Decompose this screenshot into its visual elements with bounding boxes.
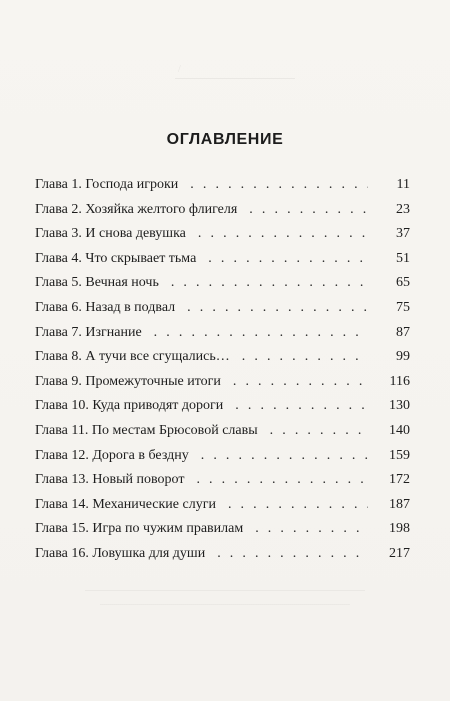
- toc-row: [35, 247, 410, 272]
- table-of-contents: [35, 173, 410, 567]
- toc-row: [35, 493, 410, 518]
- page-number: 187: [389, 496, 410, 512]
- leader-dots: [228, 493, 368, 518]
- chapter-title: Глава 15. Игра по чужим правилам: [35, 521, 244, 537]
- chapter-title: Глава 16. Ловушка для души: [35, 545, 206, 561]
- leader-dots: [249, 198, 368, 223]
- chapter-title: Глава 14. Механические слуги: [35, 496, 216, 512]
- page-number: 75: [396, 299, 410, 315]
- leader-dots: [198, 222, 368, 247]
- chapter-title: Глава 4. Что скрывает тьма: [35, 250, 197, 266]
- leader-dots: [235, 394, 368, 419]
- page-number: 37: [396, 226, 410, 242]
- chapter-title: Глава 9. Промежуточные итоги: [35, 373, 221, 389]
- leader-dots: [187, 296, 368, 321]
- toc-row: [35, 173, 410, 198]
- chapter-title: Глава 13. Новый поворот: [35, 472, 185, 488]
- toc-row: [35, 468, 410, 493]
- toc-row: [35, 419, 410, 444]
- page-number: 217: [389, 545, 410, 561]
- toc-row: [35, 321, 410, 346]
- toc-row: [35, 444, 410, 469]
- page-number: 51: [396, 250, 410, 266]
- chapter-title: Глава 5. Вечная ночь: [35, 275, 159, 291]
- leader-dots: [201, 444, 368, 469]
- leader-dots: [208, 247, 368, 272]
- page-number: 11: [396, 177, 410, 192]
- page-number: 159: [389, 447, 410, 463]
- chapter-title: Глава 6. Назад в подвал: [35, 299, 176, 315]
- leader-dots: [233, 370, 368, 395]
- chapter-title: Глава 11. По местам Брюсовой славы: [35, 422, 258, 438]
- toc-row: [35, 222, 410, 247]
- toc-row: [35, 517, 410, 542]
- chapter-title: Глава 7. Изгнание: [35, 324, 142, 340]
- leader-dots: [270, 419, 368, 444]
- page-number: 140: [389, 422, 410, 438]
- toc-row: [35, 296, 410, 321]
- leader-dots: [190, 173, 368, 198]
- page-number: 172: [389, 472, 410, 488]
- show-through-mark: [100, 604, 350, 605]
- chapter-title: Глава 8. А тучи все сгущались…: [35, 349, 230, 365]
- page-number: 99: [396, 349, 410, 365]
- chapter-title: Глава 10. Куда приводят дороги: [35, 398, 224, 414]
- leader-dots: [255, 517, 368, 542]
- toc-row: [35, 394, 410, 419]
- leader-dots: [242, 345, 368, 370]
- chapter-title: Глава 12. Дорога в бездну: [35, 447, 189, 463]
- toc-row: [35, 198, 410, 223]
- leader-dots: [217, 542, 368, 567]
- page-number: 130: [389, 398, 410, 414]
- page-number: 65: [396, 275, 410, 291]
- page-number: 198: [389, 521, 410, 537]
- leader-dots: [196, 468, 368, 493]
- toc-row: [35, 345, 410, 370]
- leader-dots: [154, 321, 368, 346]
- show-through-mark: /: [178, 64, 182, 75]
- page-title: ОГЛАВЛЕНИЕ: [166, 131, 284, 148]
- chapter-title: Глава 1. Господа игроки: [35, 177, 179, 192]
- show-through-mark: [175, 78, 295, 79]
- toc-row: [35, 542, 410, 567]
- show-through-mark: [85, 590, 365, 591]
- chapter-title: Глава 3. И снова девушка: [35, 226, 186, 242]
- toc-row: [35, 370, 410, 395]
- leader-dots: [171, 271, 368, 296]
- page-number: 116: [389, 373, 410, 389]
- chapter-title: Глава 2. Хозяйка желтого флигеля: [35, 201, 238, 217]
- toc-row: [35, 271, 410, 296]
- page-number: 23: [396, 201, 410, 217]
- page-number: 87: [396, 324, 410, 340]
